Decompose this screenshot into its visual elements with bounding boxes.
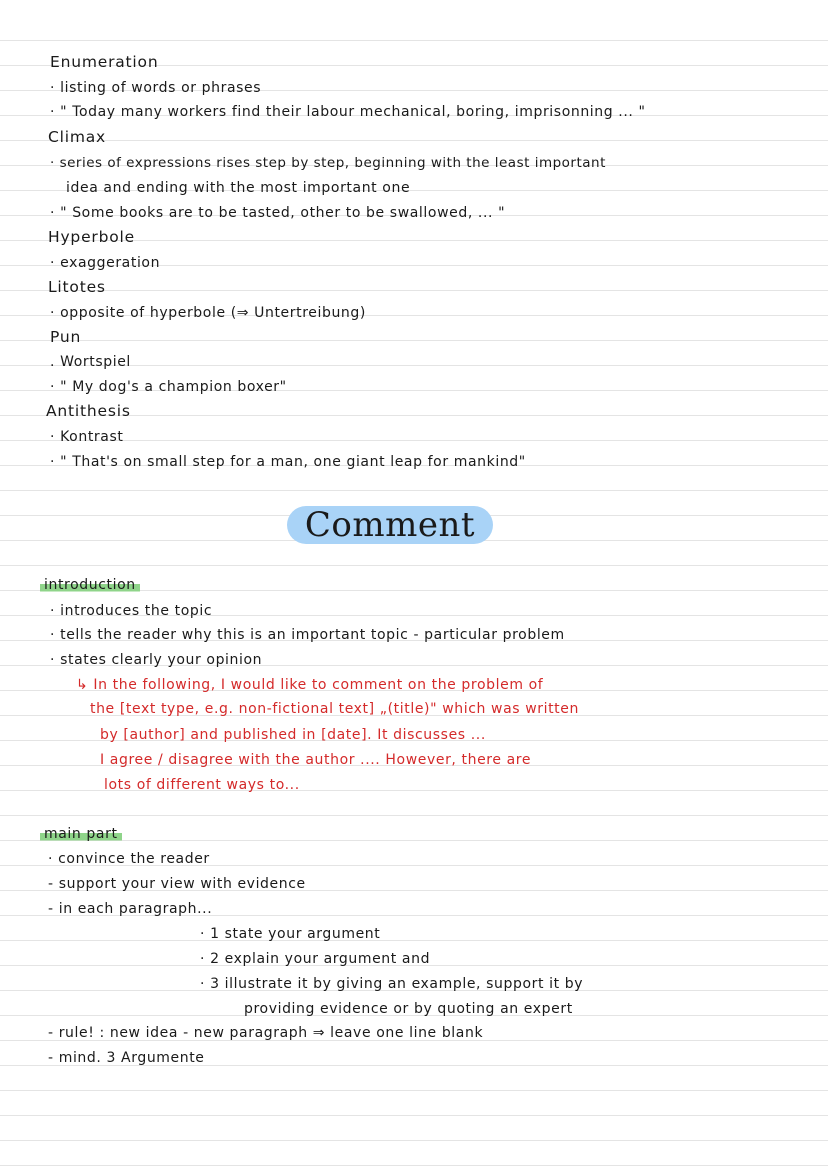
- climax-definition: · series of expressions rises step by step, beginning with the least important: [50, 155, 606, 171]
- comment-title: Comment: [287, 506, 493, 544]
- main-rule: - rule! : new idea - new paragraph ⇒ leave one line blank: [48, 1025, 484, 1041]
- heading-hyperbole: Hyperbole: [48, 228, 135, 246]
- main-part-highlight: main part: [40, 825, 122, 843]
- hyperbole-definition: · exaggeration: [50, 255, 161, 271]
- pun-definition: . Wortspiel: [50, 354, 131, 370]
- climax-definition-cont: idea and ending with the most important one: [66, 180, 411, 196]
- main-step-3: · 3 illustrate it by giving an example, support it by: [200, 976, 584, 992]
- intro-example-line-3: by [author] and published in [date]. It discusses ...: [100, 727, 486, 743]
- main-point-3: - in each paragraph...: [48, 901, 213, 917]
- pun-example: · " My dog's a champion boxer": [50, 379, 287, 395]
- main-step-3-cont: providing evidence or by quoting an expert: [244, 1001, 573, 1017]
- heading-climax: Climax: [48, 128, 107, 146]
- antithesis-example: · " That's on small step for a man, one giant leap for mankind": [50, 454, 526, 470]
- main-mind: - mind. 3 Argumente: [48, 1050, 205, 1066]
- enumeration-example: · " Today many workers find their labour mechanical, boring, imprisonning ... ": [50, 104, 646, 120]
- heading-enumeration: Enumeration: [50, 53, 159, 71]
- intro-example-line-1: ↳ In the following, I would like to comment on the problem of: [76, 677, 544, 693]
- intro-example-line-5: lots of different ways to...: [104, 777, 300, 793]
- main-step-1: · 1 state your argument: [200, 926, 381, 942]
- enumeration-definition: · listing of words or phrases: [50, 80, 262, 96]
- main-step-2: · 2 explain your argument and: [200, 951, 431, 967]
- heading-litotes: Litotes: [48, 278, 106, 296]
- climax-example: · " Some books are to be tasted, other to be swallowed, ... ": [50, 205, 506, 221]
- main-point-2: - support your view with evidence: [48, 876, 306, 892]
- main-point-1: · convince the reader: [48, 851, 210, 867]
- litotes-definition: · opposite of hyperbole (⇒ Untertreibung): [50, 305, 366, 321]
- antithesis-definition: · Kontrast: [50, 429, 124, 445]
- intro-point-3: · states clearly your opinion: [50, 652, 263, 668]
- heading-pun: Pun: [50, 328, 82, 346]
- intro-example-line-2: the [text type, e.g. non-fictional text] „(title)" which was written: [90, 701, 579, 717]
- introduction-highlight: introduction: [40, 576, 140, 594]
- intro-point-1: · introduces the topic: [50, 603, 213, 619]
- heading-main-part: [40, 825, 122, 843]
- intro-point-2: · tells the reader why this is an important topic - particular problem: [50, 627, 565, 643]
- heading-introduction: [40, 576, 140, 594]
- intro-example-line-4: I agree / disagree with the author .... However, there are: [100, 752, 532, 768]
- heading-antithesis: Antithesis: [46, 402, 131, 420]
